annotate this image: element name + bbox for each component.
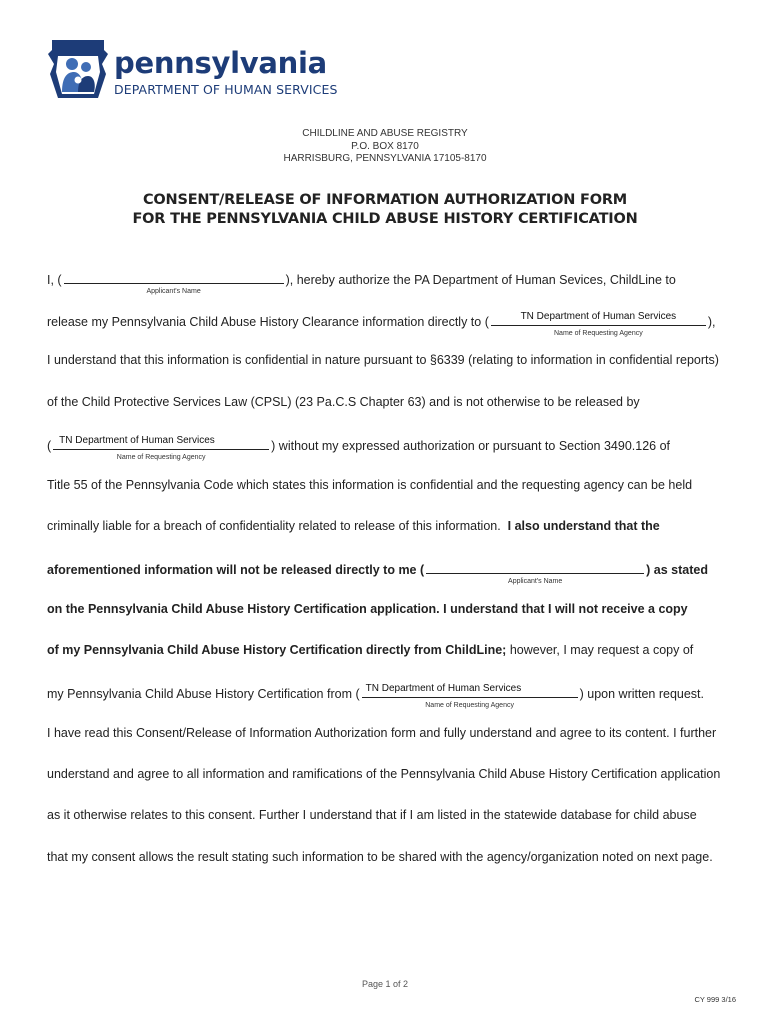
address-line-3: HARRISBURG, PENNSYLVANIA 17105-8170 (283, 153, 487, 164)
agency-fill-value-2: TN Department of Human Services (59, 435, 215, 446)
paragraph-line-14: as it otherwise relates to this consent. Further I understand that if I am listed in the statewide database for child abuse (47, 808, 697, 822)
keystone-family-icon (48, 40, 108, 102)
applicant-name-caption: Applicant's Name (146, 288, 201, 295)
paragraph-line-3: I understand that this information is confidential in nature pursuant to §6339 (relating to information in confidential reports) (47, 353, 719, 367)
paragraph-line-4: of the Child Protective Services Law (CPSL) (23 Pa.C.S Chapter 63) and is not otherwise to be released by (47, 395, 640, 409)
paragraph-line-2: release my Pennsylvania Child Abuse History Clearance information directly to ( TN Department of Human Services Name of Requesting Agency ), (47, 311, 716, 337)
registry-address (0, 128, 770, 166)
agency-caption-3: Name of Requesting Agency (425, 702, 514, 709)
paragraph-line-6: Title 55 of the Pennsylvania Code which states this information is confidential and the requesting agency can be held (47, 478, 693, 492)
logo-wordmark: pennsylvania (114, 46, 327, 80)
agency-fill-value-3: TN Department of Human Services (365, 683, 522, 694)
address-line-2: P.O. BOX 8170 (351, 140, 419, 152)
form-title (0, 191, 770, 229)
paragraph-line-8: aforementioned information will not be released directly to me ( Applicant's Name ) as stated (47, 563, 708, 585)
paragraph-line-1: I, ( Applicant's Name ), hereby authorize the PA Department of Human Sevices, ChildLine to (47, 273, 676, 295)
applicant-name-field-2[interactable] (426, 561, 644, 585)
paragraph-line-10: of my Pennsylvania Child Abuse History Certification directly from ChildLine; however, I may request a copy of (47, 643, 694, 657)
paragraph-line-5: ( TN Department of Human Services Name of Requesting Agency ) without my expressed authorization or pursuant to Section 3490.126 of (47, 435, 671, 461)
requesting-agency-field-3[interactable] (362, 683, 578, 709)
applicant-name-field[interactable] (64, 271, 284, 295)
applicant-name-caption-2: Applicant's Name (508, 578, 563, 585)
form-title-line-2: FOR THE PENNSYLVANIA CHILD ABUSE HISTORY CERTIFICATION (132, 211, 638, 227)
form-title-line-1: CONSENT/RELEASE OF INFORMATION AUTHORIZATION FORM (142, 192, 628, 208)
paragraph-line-11: my Pennsylvania Child Abuse History Certification from ( TN Department of Human Services Name of Requesting Agency ) upon written request. (47, 683, 704, 709)
requesting-agency-field-1[interactable] (491, 311, 706, 337)
paragraph-line-9: on the Pennsylvania Child Abuse History Certification application. I understand that I will not receive a copy (47, 602, 688, 616)
form-number: CY 999 3/16 (694, 995, 736, 1004)
paragraph-line-15: that my consent allows the result stating such information to be shared with the agency/organization noted on next page. (47, 850, 713, 864)
requesting-agency-field-2[interactable] (53, 435, 269, 461)
paragraph-line-12: I have read this Consent/Release of Information Authorization form and fully understand and agree to its content. I further (47, 726, 717, 740)
agency-caption-2: Name of Requesting Agency (116, 454, 206, 461)
pa-dhs-logo (48, 40, 348, 104)
logo-department: DEPARTMENT OF HUMAN SERVICES (114, 82, 338, 97)
address-line-1: CHILDLINE AND ABUSE REGISTRY (302, 128, 468, 139)
paragraph-line-7: criminally liable for a breach of confidentiality related to release of this information. I also understand that the (47, 519, 660, 533)
agency-fill-value-1: TN Department of Human Services (520, 311, 677, 322)
agency-caption-1: Name of Requesting Agency (554, 330, 643, 337)
paragraph-line-13: understand and agree to all information and ramifications of the Pennsylvania Child Abuse History Certification application (47, 767, 721, 781)
page-number: Page 1 of 2 (361, 979, 409, 989)
